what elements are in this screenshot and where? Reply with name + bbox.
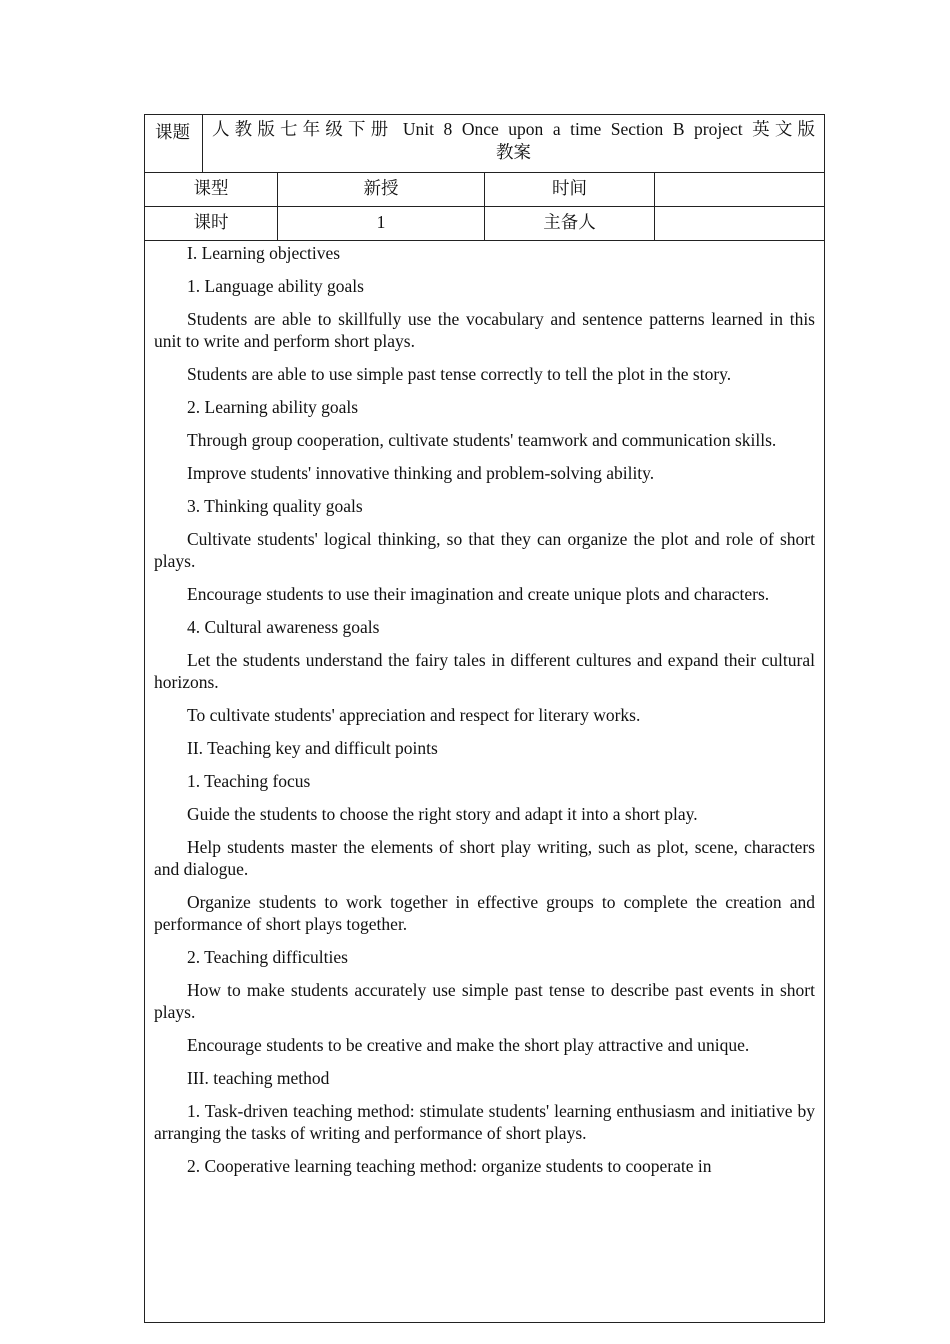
lesson-plan-document: [144, 114, 825, 1323]
paragraph: 1. Teaching focus: [187, 771, 311, 791]
paragraph: 2. Learning ability goals: [187, 397, 359, 417]
paragraph: Improve students' innovative thinking and problem-solving ability.: [187, 463, 655, 483]
lesson-type-label: 课型: [145, 173, 278, 206]
paragraph: 1. Task-driven teaching method: stimulate students' learning enthusiasm and initiative by arranging the tasks of writing and performance of short plays.: [154, 1101, 815, 1143]
class-hours-value: 1: [278, 207, 485, 240]
paragraph: How to make students accurately use simple past tense to describe past events in short plays.: [154, 980, 815, 1022]
preparer-value: [655, 207, 824, 240]
paragraph: I. Learning objectives: [187, 243, 341, 263]
paragraph: 1. Language ability goals: [187, 276, 364, 296]
paragraph: Let the students understand the fairy tales in different cultures and expand their cultural horizons.: [154, 650, 815, 692]
paragraph: Cultivate students' logical thinking, so that they can organize the plot and role of short plays.: [154, 529, 815, 571]
time-value: [655, 173, 824, 206]
paragraph: Encourage students to use their imagination and create unique plots and characters.: [187, 584, 770, 604]
paragraph: Help students master the elements of short play writing, such as plot, scene, characters and dialogue.: [154, 837, 815, 879]
paragraph: 4. Cultural awareness goals: [187, 617, 380, 637]
class-hours-label: 课时: [145, 207, 278, 240]
paragraph: III. teaching method: [187, 1068, 330, 1088]
paragraph: Students are able to skillfully use the vocabulary and sentence patterns learned in this unit to write and perform short plays.: [154, 309, 815, 351]
paragraph: Organize students to work together in effective groups to complete the creation and performance of short plays together.: [154, 892, 815, 934]
paragraph: Guide the students to choose the right story and adapt it into a short play.: [187, 804, 698, 824]
lesson-title-line-2: 教案: [496, 142, 531, 162]
preparer-label: 主备人: [485, 207, 655, 240]
paragraph: Encourage students to be creative and make the short play attractive and unique.: [187, 1035, 750, 1055]
paragraph: To cultivate students' appreciation and respect for literary works.: [187, 705, 641, 725]
paragraph: 3. Thinking quality goals: [187, 496, 363, 516]
paragraph: 2. Cooperative learning teaching method: organize students to cooperate in: [187, 1156, 712, 1176]
meta-row-2: [144, 206, 825, 240]
paragraph: Through group cooperation, cultivate students' teamwork and communication skills.: [187, 430, 777, 450]
meta-row-1: [144, 172, 825, 206]
paragraph: II. Teaching key and difficult points: [187, 738, 438, 758]
lesson-body: [144, 240, 825, 1323]
title-row: [144, 114, 825, 172]
title-label: 课题: [145, 115, 203, 172]
time-label: 时间: [485, 173, 655, 206]
lesson-title-line-1: 人教版七年级下册 Unit 8 Once upon a time Section B project 英文版: [212, 119, 815, 139]
paragraph: Students are able to use simple past tense correctly to tell the plot in the story.: [187, 364, 732, 384]
lesson-title: [203, 115, 824, 172]
paragraph: 2. Teaching difficulties: [187, 947, 348, 967]
lesson-type-value: 新授: [278, 173, 485, 206]
